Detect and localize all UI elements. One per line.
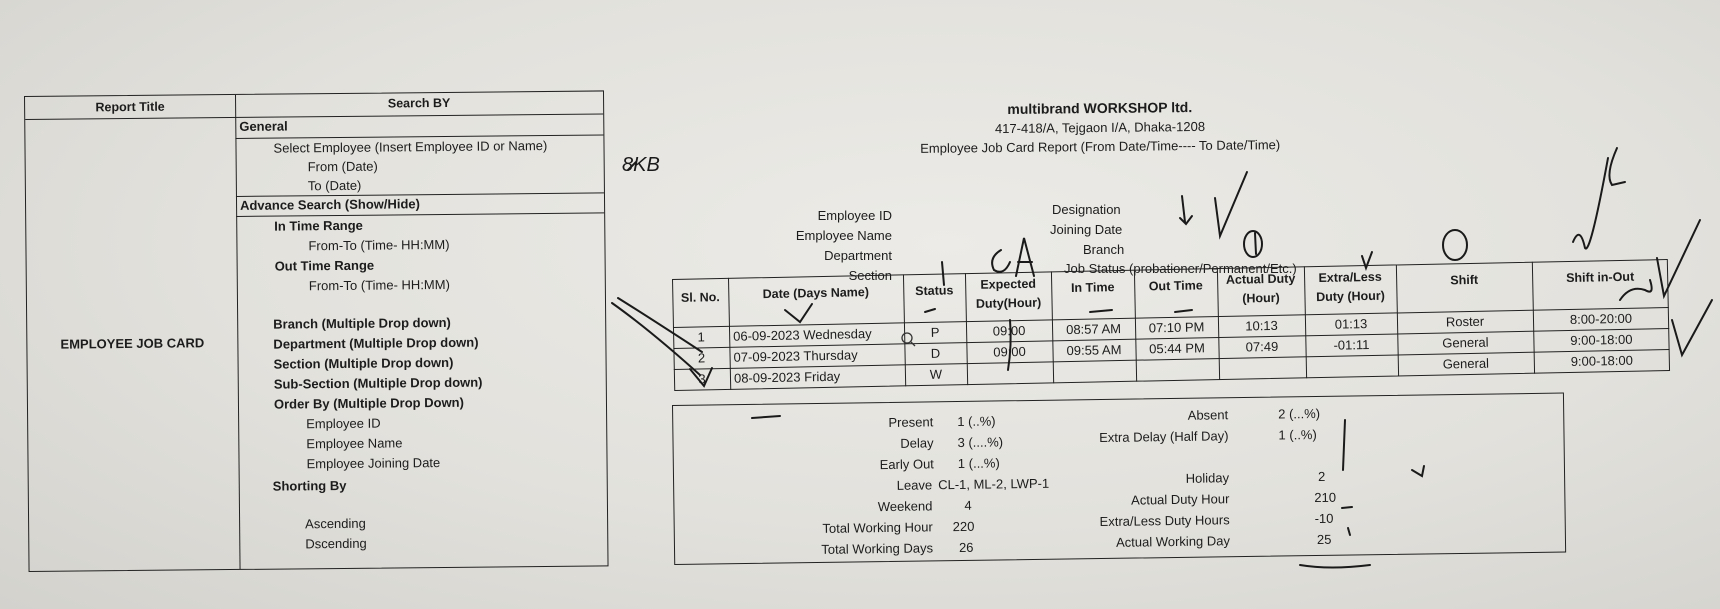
leave-label: Leave — [896, 477, 933, 493]
shift-header: Shift — [1450, 272, 1479, 288]
order-employee-name: Employee Name — [306, 435, 403, 452]
weekend-value: 4 — [964, 497, 972, 513]
extra-delay-value: 1 (..%) — [1278, 427, 1317, 443]
row2-expected: 09:00 — [993, 343, 1026, 360]
dash-mark-icon — [1090, 310, 1112, 312]
row1-extra: 01:13 — [1334, 316, 1368, 332]
absent-label: Absent — [1187, 407, 1229, 423]
expected-header-line2: Duty(Hour) — [975, 295, 1042, 311]
sort-ascending: Ascending — [305, 515, 366, 532]
actual-header-line1: Actual Duty — [1225, 271, 1296, 287]
row1-date: 06-09-2023 Wednesday — [733, 326, 872, 344]
row1-sl: 1 — [697, 329, 705, 345]
total-working-hour-label: Total Working Hour — [822, 519, 933, 536]
row1-shift-in-out: 8:00-20:00 — [1569, 310, 1633, 327]
total-working-days-value: 26 — [958, 539, 974, 556]
sl-no-header: Sl. No. — [680, 290, 720, 305]
department-label: Department — [824, 248, 892, 263]
circle-mark-icon — [1443, 230, 1467, 260]
weekend-label: Weekend — [877, 498, 933, 515]
extra-header-line1: Extra/Less — [1318, 269, 1382, 286]
present-label: Present — [888, 414, 934, 430]
designation-label: Designation — [1052, 202, 1121, 217]
row1-in-time: 08:57 AM — [1065, 320, 1122, 338]
joining-date-label: Joining Date — [1050, 222, 1123, 237]
checkmark-icon — [1657, 220, 1700, 296]
sort-descending: Dscending — [305, 535, 367, 552]
section-criterion: Section (Multiple Drop down) — [273, 354, 454, 372]
general-section-title: General — [239, 118, 288, 134]
actual-header-line2: (Hour) — [1242, 290, 1280, 306]
checkmark-icon — [1573, 158, 1608, 249]
tick-mark-icon — [1348, 528, 1350, 535]
sorting-by-label: Shorting By — [272, 477, 347, 494]
extra-less-duty-value: -10 — [1314, 510, 1334, 527]
actual-duty-hour-value: 210 — [1314, 489, 1337, 506]
dash-mark-icon — [925, 309, 935, 312]
to-date-criterion: To (Date) — [307, 177, 362, 194]
in-time-header: In Time — [1070, 280, 1115, 295]
order-joining-date: Employee Joining Date — [306, 455, 441, 472]
early-out-value: 1 (...%) — [957, 455, 1000, 472]
dash-mark-icon — [1175, 310, 1192, 312]
row1-shift: Roster — [1445, 313, 1485, 330]
scribble-icon — [1620, 280, 1652, 300]
row2-date: 07-09-2023 Thursday — [733, 347, 858, 365]
sub-section-criterion: Sub-Section (Multiple Drop down) — [273, 374, 483, 392]
extra-less-duty-label: Extra/Less Duty Hours — [1099, 512, 1230, 530]
total-working-days-label: Total Working Days — [821, 540, 934, 557]
order-employee-id: Employee ID — [306, 415, 381, 432]
select-employee-criterion: Select Employee (Insert Employee ID or Name) — [273, 137, 548, 156]
pen-stroke-icon — [1300, 565, 1370, 568]
present-value: 1 (..%) — [957, 413, 996, 430]
row2-shift-in-out: 9:00-18:00 — [1570, 331, 1633, 348]
tick-mark-icon — [942, 262, 944, 285]
date-header: Date (Days Name) — [762, 285, 870, 302]
margin-note: 8KB — [622, 154, 660, 176]
arrow-down-icon — [1180, 216, 1192, 224]
pen-stroke-icon — [1008, 320, 1011, 370]
row1-expected: 09:00 — [992, 322, 1026, 339]
check-scribble-icon — [1609, 148, 1625, 185]
row2-in-time: 09:55 AM — [1066, 341, 1122, 359]
tick-mark-icon — [1182, 196, 1185, 222]
out-time-range-detail: From-To (Time- HH:MM) — [308, 276, 450, 294]
expected-header-line1: Expected — [980, 276, 1037, 292]
row1-status: P — [930, 324, 940, 340]
branch-criterion: Branch (Multiple Drop down) — [273, 314, 451, 332]
tick-mark-icon — [1343, 420, 1345, 470]
in-time-range-detail: From-To (Time- HH:MM) — [308, 236, 450, 254]
tick-mark-icon — [1362, 252, 1372, 268]
department-criterion: Department (Multiple Drop down) — [273, 334, 479, 352]
row3-sl: 3 — [698, 371, 706, 387]
row2-shift: General — [1442, 334, 1489, 351]
row1-out-time: 07:10 PM — [1148, 319, 1205, 336]
delay-label: Delay — [900, 435, 934, 451]
holiday-value: 2 — [1317, 468, 1326, 484]
report-name: EMPLOYEE JOB CARD — [60, 335, 205, 352]
out-time-header: Out Time — [1148, 278, 1203, 294]
shift-in-out-header: Shift in-Out — [1565, 269, 1635, 286]
out-time-range-label: Out Time Range — [274, 257, 375, 274]
dash-mark-icon — [1342, 507, 1352, 508]
circle-mark-icon — [1244, 231, 1262, 257]
row2-sl: 2 — [697, 350, 706, 366]
row3-shift: General — [1442, 355, 1490, 372]
checkmark-icon — [1215, 172, 1247, 236]
company-address: 417-418/A, Tejgaon I/A, Dhaka-1208 — [994, 118, 1206, 137]
early-out-label: Early Out — [879, 456, 934, 473]
checkmark-icon — [1672, 300, 1712, 355]
arrow-stroke-icon — [612, 303, 700, 375]
row3-shift-in-out: 9:00-18:00 — [1570, 352, 1634, 369]
tick-mark-icon — [1412, 466, 1424, 476]
search-by-header: Search BY — [387, 95, 451, 111]
absent-value: 2 (...%) — [1278, 405, 1321, 422]
row2-status: D — [930, 345, 941, 361]
actual-working-day-value: 25 — [1316, 531, 1332, 548]
status-header: Status — [915, 283, 954, 299]
delay-value: 3 (....%) — [957, 434, 1004, 451]
report-title-header: Report Title — [95, 99, 165, 115]
job-status-label: Job Status (probationer/Permanent/Etc.) — [1064, 261, 1297, 276]
row2-actual: 07:49 — [1245, 338, 1279, 355]
ga-scribble-icon — [1016, 238, 1034, 276]
branch-label: Branch — [1083, 242, 1125, 257]
extra-header-line2: Duty (Hour) — [1315, 288, 1385, 305]
from-date-criterion: From (Date) — [307, 158, 378, 175]
arrow-stroke-icon — [618, 298, 702, 352]
holiday-label: Holiday — [1185, 470, 1230, 486]
in-time-range-label: In Time Range — [274, 217, 363, 234]
row2-extra: -01:11 — [1333, 337, 1370, 353]
advance-search-title: Advance Search (Show/Hide) — [239, 196, 421, 213]
report-subtitle: Employee Job Card Report (From Date/Time---- To Date/Time) — [920, 137, 1281, 156]
company-name: multibrand WORKSHOP ltd. — [1007, 99, 1193, 117]
row3-status: W — [929, 366, 943, 382]
employee-name-label: Employee Name — [795, 228, 892, 243]
actual-working-day-label: Actual Working Day — [1115, 533, 1231, 550]
section-label: Section — [848, 268, 892, 283]
total-working-hour-value: 220 — [952, 518, 975, 535]
order-by-criterion: Order By (Multiple Drop Down) — [273, 394, 464, 412]
tick-mark-icon — [1255, 233, 1256, 254]
dash-mark-icon — [752, 416, 780, 418]
magnifier-icon — [902, 333, 915, 346]
extra-delay-label: Extra Delay (Half Day) — [1099, 428, 1229, 446]
actual-duty-hour-label: Actual Duty Hour — [1131, 491, 1230, 508]
arrow-head-icon — [690, 368, 712, 386]
scribble-icon — [785, 304, 812, 322]
row3-date: 08-09-2023 Friday — [733, 368, 841, 386]
leave-value: CL-1, ML-2, LWP-1 — [938, 475, 1050, 493]
employee-id-label: Employee ID — [817, 208, 892, 223]
row1-actual: 10:13 — [1245, 317, 1278, 334]
row2-out-time: 05:44 PM — [1149, 340, 1205, 357]
